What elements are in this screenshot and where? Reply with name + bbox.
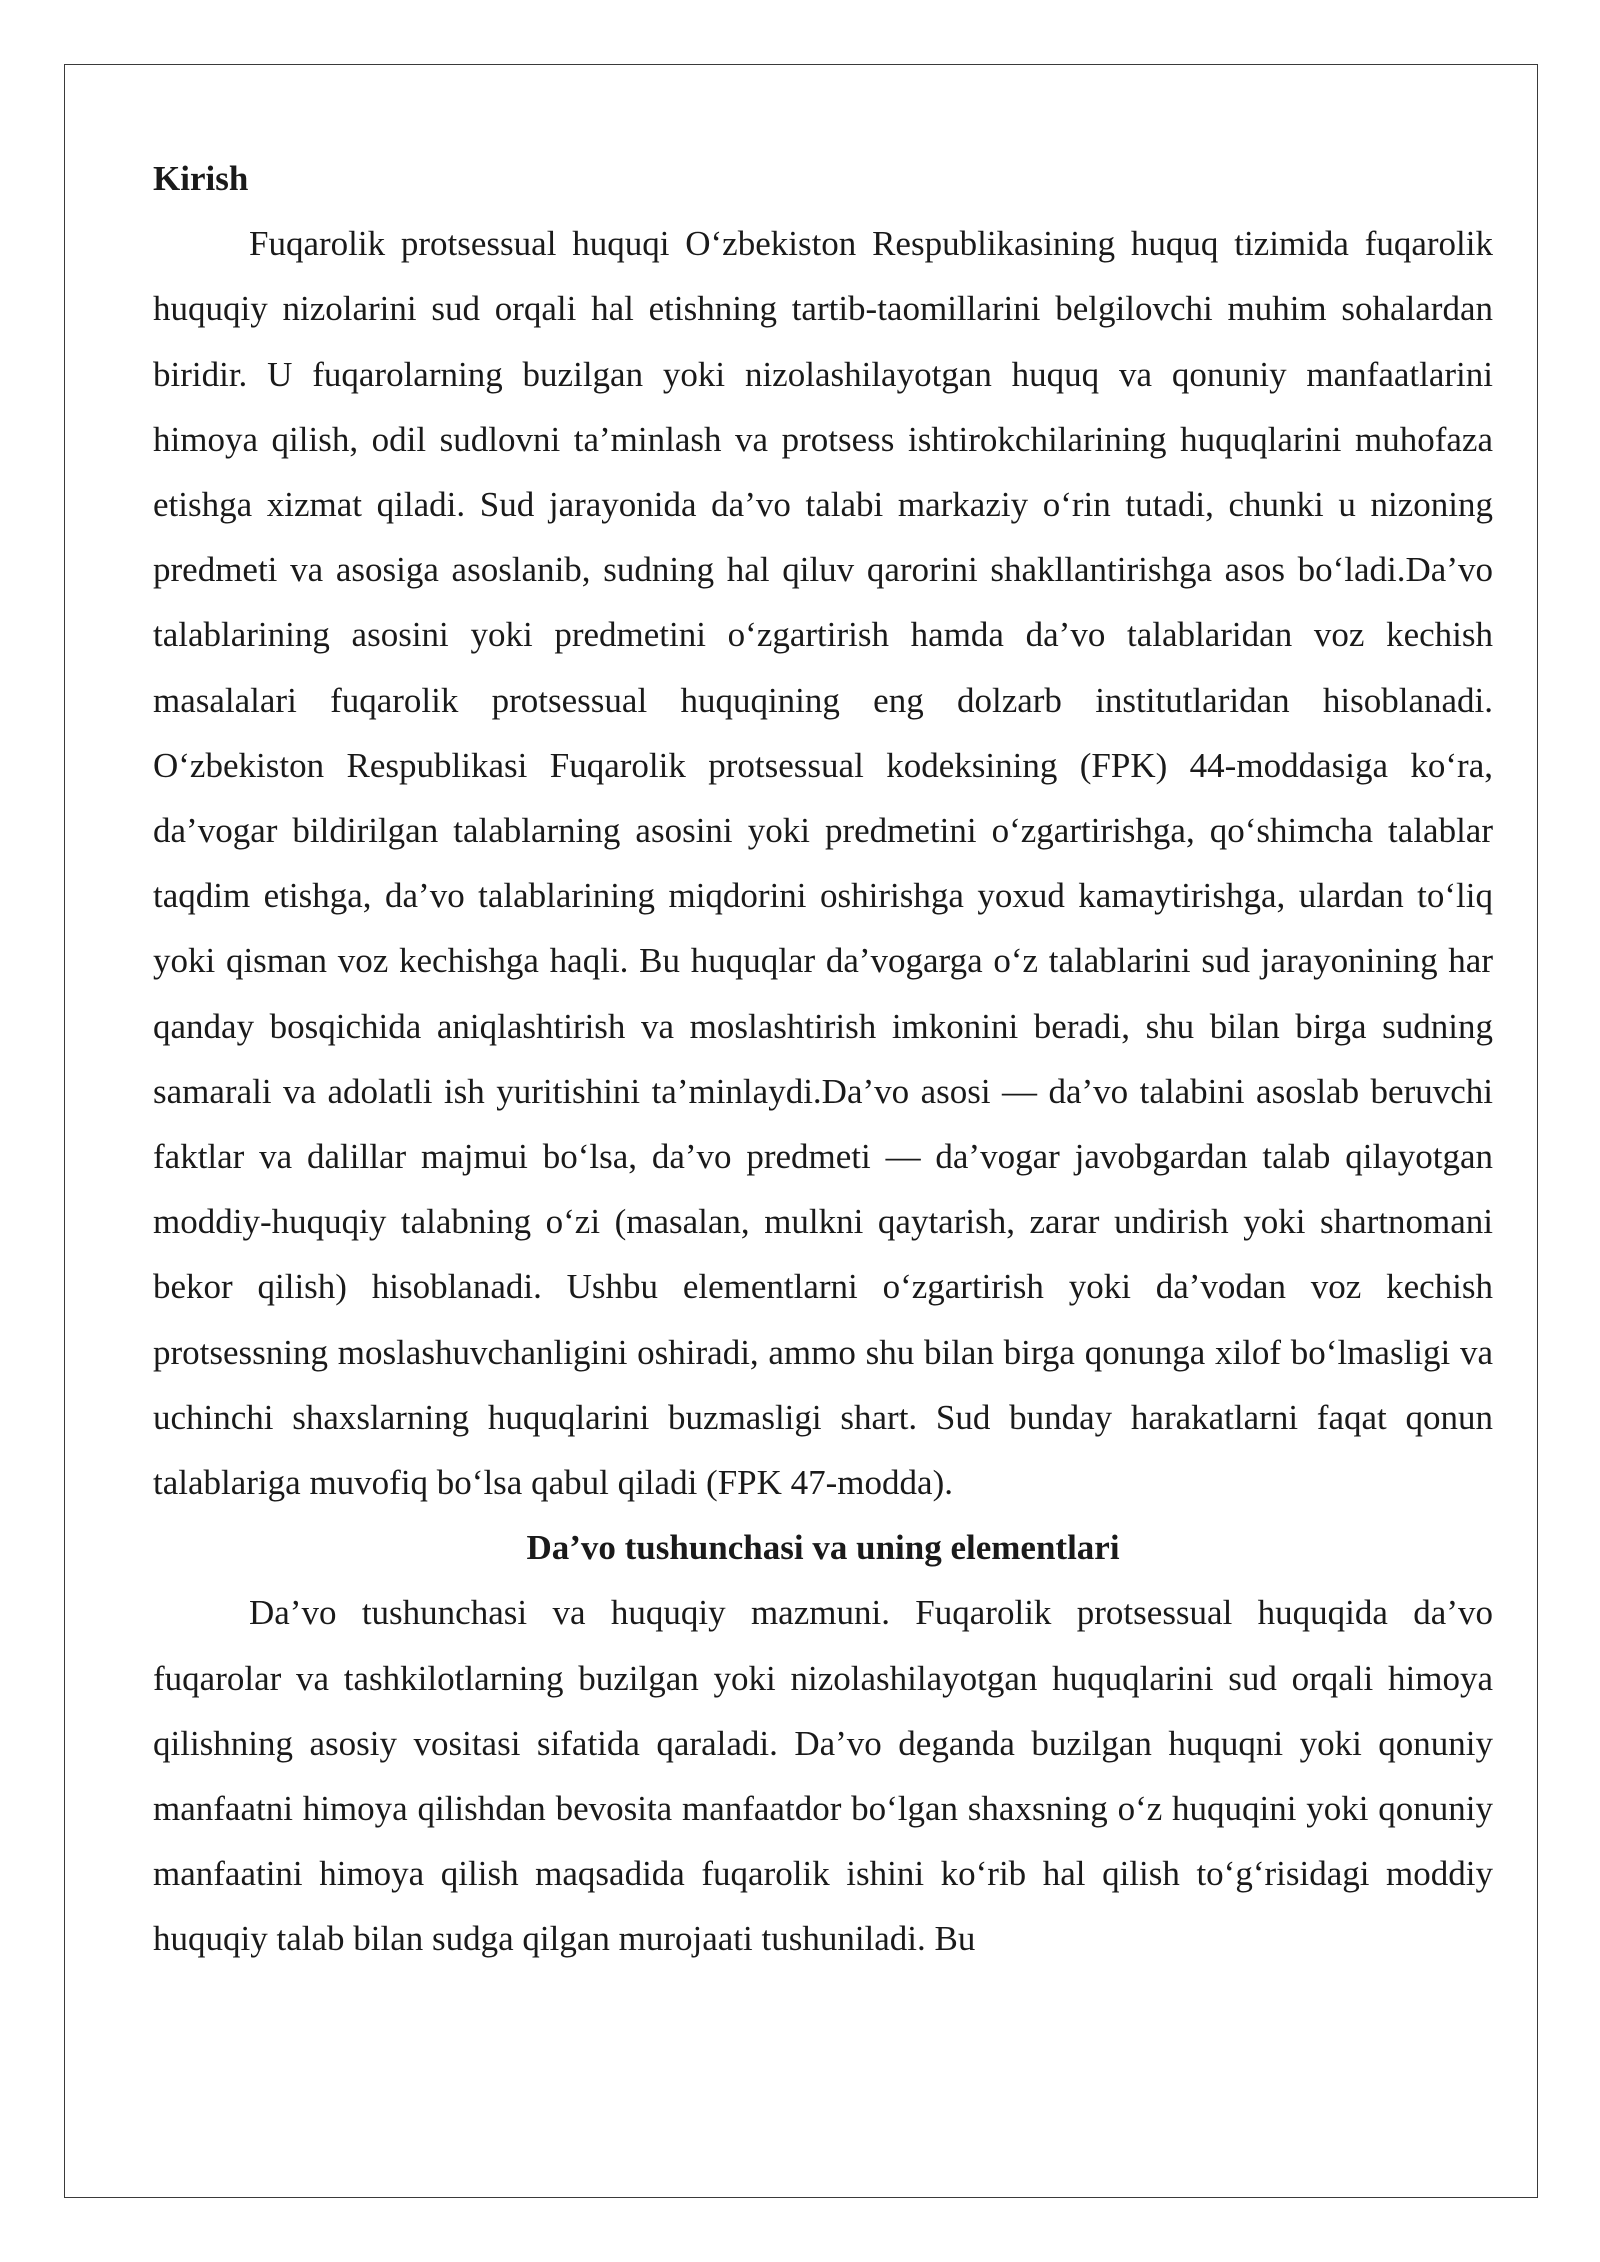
paragraph-elements: Da’vo tushunchasi va huquqiy mazmuni. Fuqarolik protsessual huquqida da’vo fuqarolar va tashkilotlarning buzilgan yoki nizolashilayotgan huquqlarini sud orqali himoya qilishning asosiy vositasi sifatida qaraladi. Da’vo deganda buzilgan huquqni yoki qonuniy manfaatni himoya qilishdan bevosita manfaatdor bo‘lgan shaxsning o‘z huquqini yoki qonuniy manfaatini himoya qilish maqsadida fuqarolik ishini ko‘rib hal qilish to‘g‘risidagi moddiy huquqiy talab bilan sudga qilgan murojaati tushuniladi. Bu — [153, 1593, 1493, 1959]
section-heading-elements: Da’vo tushunchasi va uning elementlari — [526, 1528, 1120, 1568]
paragraph-intro: Fuqarolik protsessual huquqi O‘zbekiston Respublikasining huquq tizimida fuqarolik huquqiy nizolarini sud orqali hal etishning tartib-taomillarini belgilovchi muhim sohalardan biridir. U fuqarolarning buzilgan yoki nizolashilayotgan huquq va qonuniy manfaatlarini himoya qilish, odil sudlovni ta’minlash va protsess ishtirokchilarining huquqlarini muhofaza etishga xizmat qiladi. Sud jarayonida da’vo talabi markaziy o‘rin tutadi, chunki u nizoning predmeti va asosiga asoslanib, sudning hal qiluv qarorini shakllantirishga asos bo‘ladi.Da’vo talablarining asosini yoki predmetini o‘zgartirish hamda da’vo talablaridan voz kechish masalalari fuqarolik protsessual huquqining eng dolzarb institutlaridan hisoblanadi. O‘zbekiston Respublikasi Fuqarolik protsessual kodeksining (FPK) 44-moddasiga ko‘ra, da’vogar bildirilgan talablarning asosini yoki predmetini o‘zgartirishga, qo‘shimcha talablar taqdim etishga, da’vo talablarining miqdorini oshirishga yoxud kamaytirishga, ulardan to‘liq yoki qisman voz kechishga haqli. Bu huquqlar da’vogarga o‘z talablarini sud jarayonining har qanday bosqichida aniqlashtirish va moslashtirish imkonini beradi, shu bilan birga sudning samarali va adolatli ish yuritishini ta’minlaydi.Da’vo asosi — da’vo talabini asoslab beruvchi faktlar va dalillar majmui bo‘lsa, da’vo predmeti — da’vogar javobgardan talab qilayotgan moddiy-huquqiy talabning o‘zi (masalan, mulkni qaytarish, zarar undirish yoki shartnomani bekor qilish) hisoblanadi. Ushbu elementlarni o‘zgartirish yoki da’vodan voz kechish protsessning moslashuvchanligini oshiradi, ammo shu bilan birga qonunga xilof bo‘lmasligi va uchinchi shaxslarning huquqlarini buzmasligi shart. Sud bunday harakatlarni faqat qonun talablariga muvofiq bo‘lsa qabul qiladi (FPK 47-modda). — [153, 224, 1493, 1503]
document-body — [153, 146, 1493, 1972]
section-heading-intro: Kirish — [153, 159, 249, 198]
